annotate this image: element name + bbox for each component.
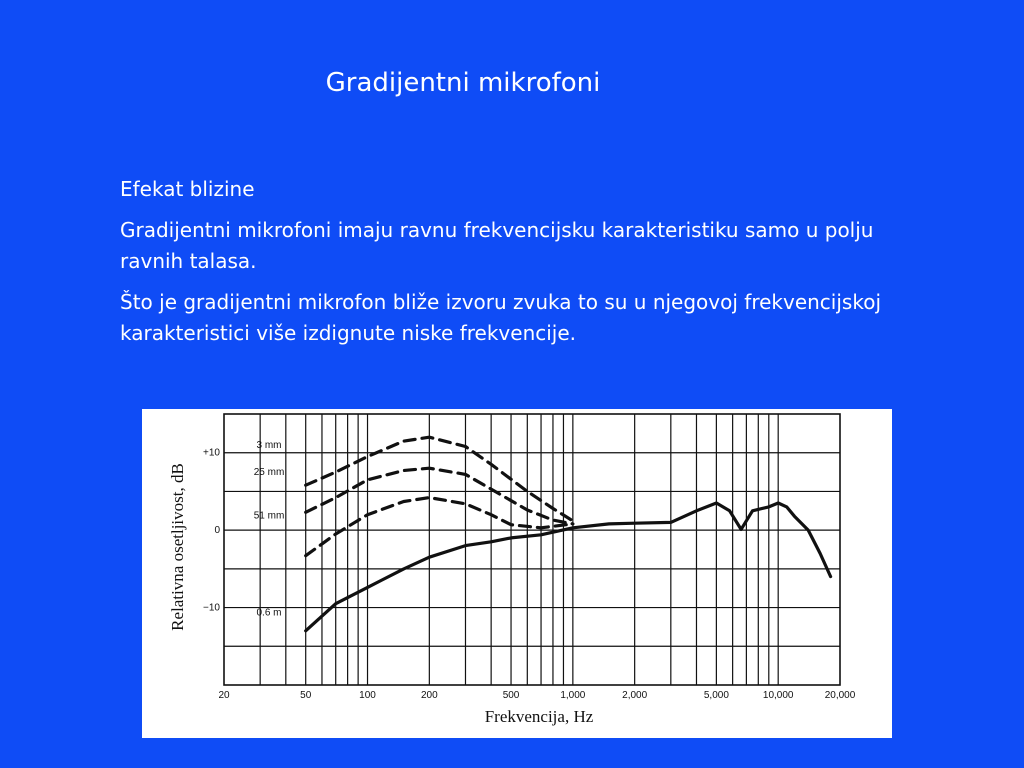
subheading: Efekat blizine [120,177,255,201]
x-tick-label: 100 [359,690,376,701]
series-label: 25 mm [253,467,285,479]
y-tick-label: −10 [203,602,220,614]
x-tick-label: 200 [420,690,438,701]
y-tick-label: +10 [203,447,220,459]
x-tick-label: 20 [218,690,230,701]
x-tick-label: 500 [502,690,520,701]
series-label: 51 mm [253,510,285,522]
series-label: 0.6 m [256,607,282,619]
chart-series [306,437,831,631]
slide-content [120,174,920,359]
series-line [306,498,573,556]
series-line [306,437,573,521]
series-label: 3 mm [256,440,282,452]
x-tick-label: 1,000 [560,690,586,701]
x-axis-label: Frekvencija, Hz [484,707,594,726]
frequency-response-chart [142,409,892,738]
paragraph-plane-wave: Gradijentni mikrofoni imaju ravnu frekvencijsku karakteristiku samo u polju ravnih talasa. [120,218,874,273]
chart-grid [224,414,840,685]
x-tick-label: 5,000 [703,690,729,701]
x-tick-label: 20,000 [824,690,856,701]
chart-frame [224,414,840,685]
x-tick-label: 10,000 [762,690,794,701]
chart-panel [142,409,892,738]
y-axis-label: Relativna osetljivost, dB [168,463,187,631]
series-line [306,503,831,631]
x-tick-label: 2,000 [622,690,648,701]
x-tick-label: 50 [300,690,312,701]
y-tick-label: 0 [214,525,220,537]
paragraph-proximity: Što je gradijentni mikrofon bliže izvoru zvuka to su u njegovoj frekvencijskoj karakteristici više izdignute niske frekvencije. [120,290,881,345]
plot-frame [224,414,840,685]
slide-title: Gradijentni mikrofoni [325,68,601,98]
